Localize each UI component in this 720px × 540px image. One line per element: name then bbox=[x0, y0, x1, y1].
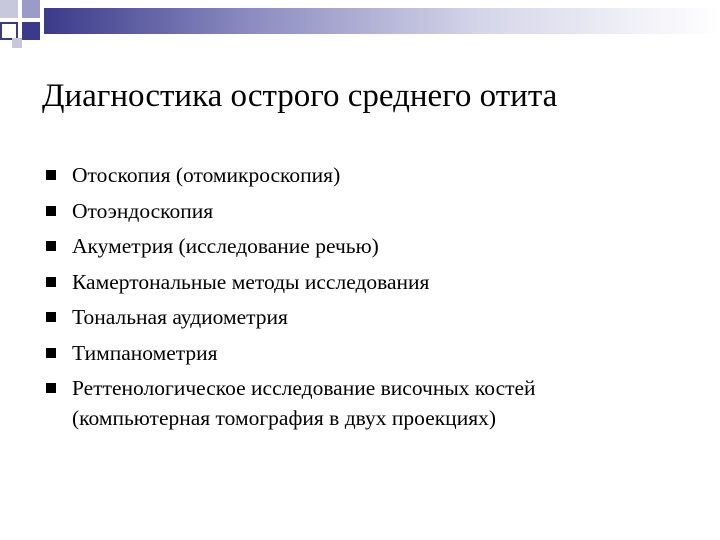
list-item bbox=[44, 158, 704, 194]
square-bullet-icon bbox=[46, 277, 56, 287]
square-bullet-icon bbox=[46, 312, 56, 322]
square-bullet-icon bbox=[46, 241, 56, 251]
list-item-text: Отоэндоскопия bbox=[72, 198, 214, 223]
list-item-text-continuation: (компьютерная томография в двух проекциях) bbox=[72, 405, 496, 430]
square-bullet-icon bbox=[46, 348, 56, 358]
square-bullet-icon bbox=[46, 206, 56, 216]
list-item bbox=[44, 336, 704, 372]
header-decoration bbox=[0, 0, 720, 50]
decor-square-icon bbox=[22, 0, 40, 18]
list-item-text: Отоскопия (отомикроскопия) bbox=[72, 163, 341, 187]
list-item-text: Тимпанометрия bbox=[72, 340, 218, 365]
slide-title: Диагностика острого среднего отита bbox=[42, 78, 558, 114]
list-item bbox=[44, 371, 704, 436]
list-item bbox=[44, 300, 704, 336]
bullet-list bbox=[44, 158, 704, 436]
gradient-band bbox=[44, 8, 720, 34]
list-item bbox=[44, 194, 704, 230]
square-bullet-icon bbox=[46, 170, 56, 180]
list-item-text: Акуметрия (исследование речью) bbox=[72, 234, 379, 258]
list-item-text: Тональная аудиометрия bbox=[72, 305, 288, 329]
decor-square-icon bbox=[0, 0, 18, 18]
list-item-text: Камертональные методы исследования bbox=[72, 269, 430, 294]
list-item bbox=[44, 229, 704, 265]
decor-square-small-icon bbox=[12, 38, 22, 48]
list-item bbox=[44, 265, 704, 301]
decor-square-icon bbox=[22, 22, 40, 40]
square-bullet-icon bbox=[46, 383, 56, 393]
list-item-text: Реттенологическое исследование височных костей bbox=[72, 376, 536, 400]
